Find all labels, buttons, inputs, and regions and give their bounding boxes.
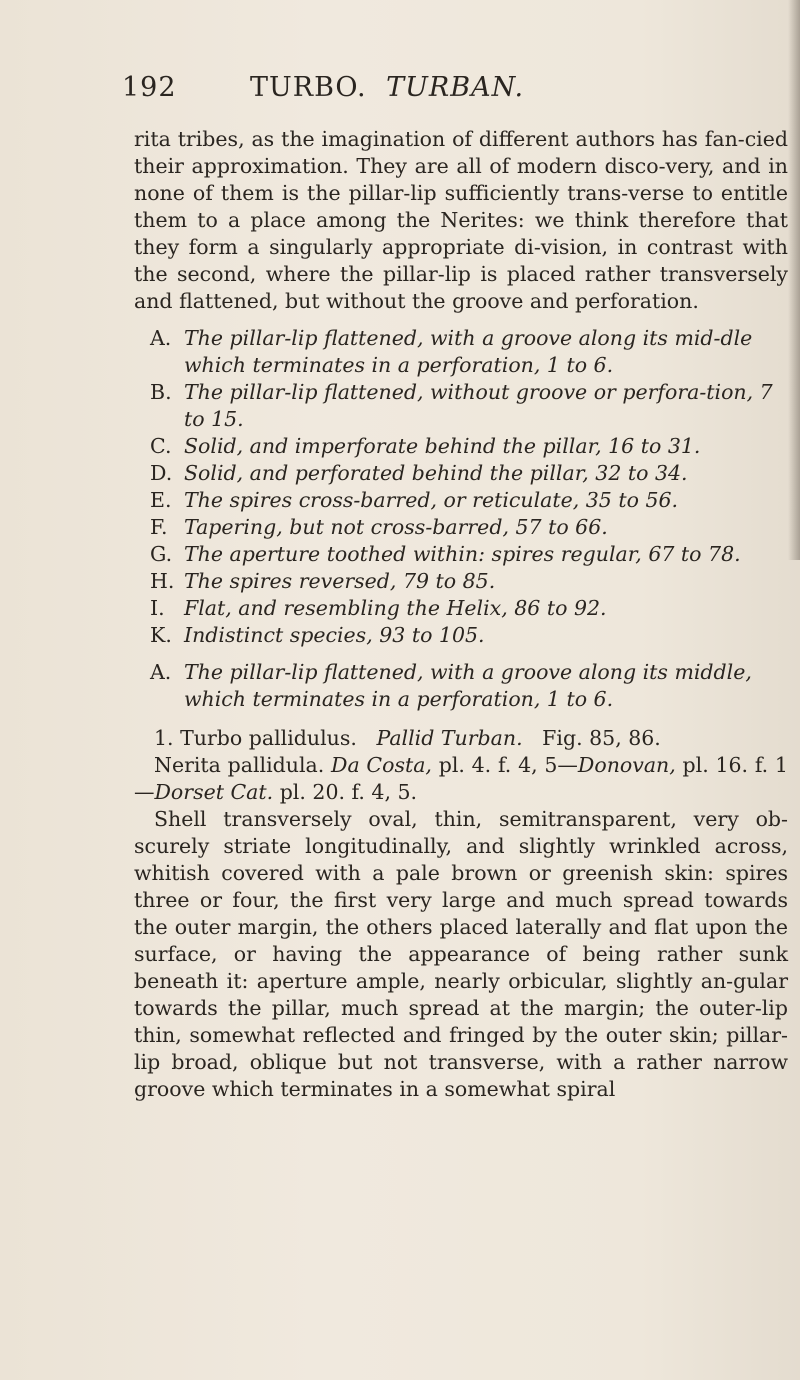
key-item: [150, 568, 788, 595]
key-text: The pillar-lip flattened, without groove or perfora-tion, 7 to 15.: [184, 380, 773, 431]
key-item: [150, 541, 788, 568]
key-item: [150, 622, 788, 649]
key-letter: I.: [150, 596, 165, 620]
group-text: The pillar-lip flattened, with a groove along its middle, which terminates in a perforation, 1 to 6.: [184, 660, 752, 711]
group-letter: A.: [150, 660, 172, 684]
page-number: 192: [122, 72, 177, 103]
key-letter: A.: [150, 326, 172, 350]
key-item: [150, 379, 788, 433]
key-text: Flat, and resembling the Helix, 86 to 92.: [184, 596, 607, 620]
key-letter: D.: [150, 461, 173, 485]
group-heading: [150, 659, 788, 713]
synonym-ref: pl. 4. f. 4, 5—: [438, 753, 578, 777]
species-common-name: Pallid Turban.: [376, 726, 523, 750]
species-name: Turbo pallidulus.: [180, 726, 357, 750]
key-letter: K.: [150, 623, 172, 647]
key-text: Indistinct species, 93 to 105.: [184, 623, 485, 647]
synonym-author: Da Costa,: [331, 753, 432, 777]
key-letter: B.: [150, 380, 172, 404]
species-number: 1.: [154, 726, 174, 750]
synonym-ref: pl. 20. f. 4, 5.: [279, 780, 418, 804]
key-letter: G.: [150, 542, 173, 566]
running-title-main: TURBO.: [250, 72, 367, 103]
page-edge-shadow: [788, 0, 800, 560]
species-key-list: [134, 325, 788, 649]
page-body: [134, 126, 788, 1103]
synonym-name: Nerita pallidula.: [154, 753, 325, 777]
species-description: Shell transversely oval, thin, semitransparent, very ob-scurely striate longitudinally, and slightly wrinkled across, whitish covered with a pale brown or greenish skin: spires three or four, the first very large and much spread towards the outer margin, the others placed laterally and flat upon the surface, or having the appearance of being rather sunk beneath it: aperture ample, nearly orbicular, slightly an-gular towards the pillar, much spread at the margin; the outer-lip thin, somewhat reflected and fringed by the outer skin; pillar-lip broad, oblique but not transverse, with a rather narrow groove which terminates in a somewhat spiral: [134, 807, 788, 1101]
key-letter: F.: [150, 515, 168, 539]
key-item: [150, 514, 788, 541]
key-item: [150, 595, 788, 622]
key-letter: C.: [150, 434, 172, 458]
key-text: The spires cross-barred, or reticulate, 35 to 56.: [184, 488, 679, 512]
species-figures: Fig. 85, 86.: [542, 726, 661, 750]
species-title: [154, 725, 788, 752]
key-text: The pillar-lip flattened, with a groove along its mid-dle which terminates in a perforation, 1 to 6.: [184, 326, 753, 377]
key-text: The spires reversed, 79 to 85.: [184, 569, 496, 593]
key-item: [150, 433, 788, 460]
synonym-ref: pl. 16. f. 1—: [134, 753, 788, 804]
key-letter: H.: [150, 569, 175, 593]
running-header: [122, 72, 762, 112]
synonym-author: Donovan,: [577, 753, 676, 777]
synonym-author: Dorset Cat.: [154, 780, 274, 804]
intro-paragraph: rita tribes, as the imagination of different authors has fan-cied their approximation. They are all of modern disco-very, and in none of them is the pillar-lip sufficiently trans-verse to entitle them to a place among the Nerites: we think therefore that they form a singularly appropriate di-vision, in contrast with the second, where the pillar-lip is placed rather transversely and flattened, but without the groove and perforation.: [134, 127, 788, 313]
key-item: [150, 325, 788, 379]
key-text: Solid, and imperforate behind the pillar, 16 to 31.: [184, 434, 701, 458]
key-item: [150, 487, 788, 514]
key-letter: E.: [150, 488, 172, 512]
key-text: The aperture toothed within: spires regular, 67 to 78.: [184, 542, 741, 566]
key-item: [150, 460, 788, 487]
key-text: Tapering, but not cross-barred, 57 to 66.: [184, 515, 608, 539]
key-text: Solid, and perforated behind the pillar, 32 to 34.: [184, 461, 688, 485]
running-title: [250, 72, 524, 103]
synonymy: [134, 752, 788, 806]
running-title-italic: TURBAN.: [386, 72, 525, 103]
